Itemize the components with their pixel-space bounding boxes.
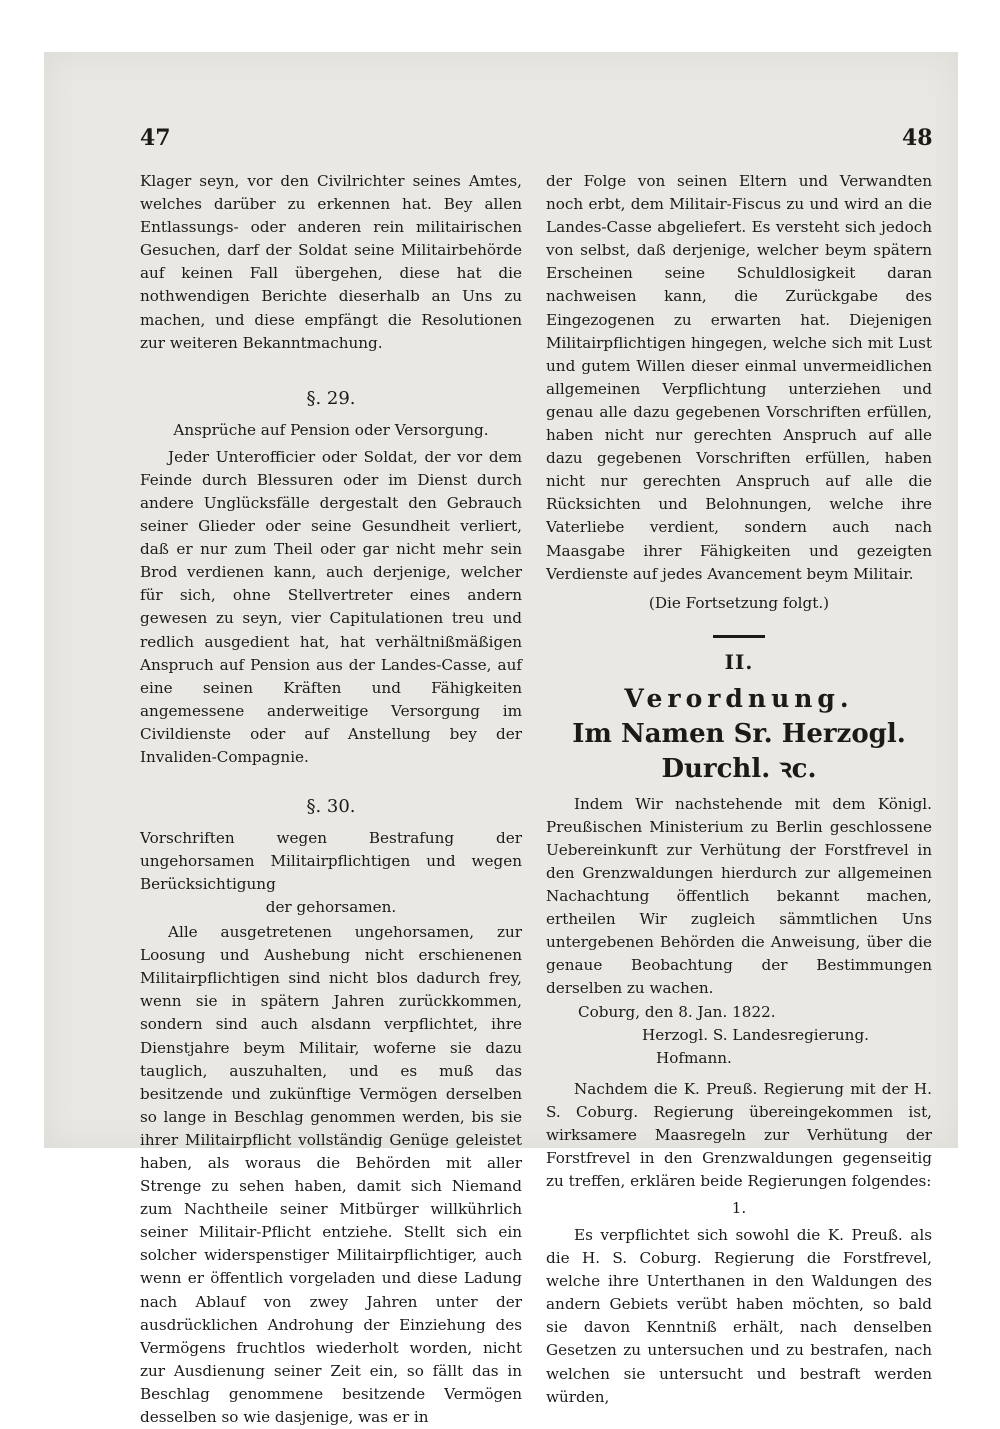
continuation-note: (Die Fortsetzung folgt.)	[648, 593, 830, 612]
page-number-right: 48	[902, 125, 933, 151]
section-29-text: Jeder Unterofficier oder Soldat, der vor dem Feinde durch Blessuren oder im Dienst durch andere Unglücksfälle dergestalt den Gebrauch seiner Glieder oder seine Gesundheit verliert, daß er nur zum Theil oder gar nicht mehr sein Brod verdienen kann, auch derjenige, welcher für sich, ohne Stellvertreter eines andern gewesen zu seyn, vier Capitulationen treu und redlich ausgedient hat, hat verhältnißmäßigen Anspruch auf Pension aus der Landes-Casse, auf eine seinen Kräften und Fähigkeiten angemessene anderweitige Versorgung im Civildienste oder auf Anstellung bey der Invaliden-Compagnie.	[140, 447, 522, 766]
section-30-heading: §. 30.	[306, 796, 356, 818]
agreement-preamble: Nachdem die K. Preuß. Regierung mit der H. S. Coburg. Regierung übereingekommen ist, wirksamere Maasregeln zur Verhütung der Forstfrevel in den Grenzwaldungen gegenseitig zu treffen, erklären beide Regierungen folgendes:	[546, 1079, 932, 1190]
section-30-title: Vorschriften wegen Bestrafung der ungehorsamen Militairpflichtigen und wegen Berücksichtigung	[140, 829, 522, 894]
ordinance-title: Verordnung.	[624, 683, 854, 713]
issuing-authority: Herzogl. S. Landesregierung.	[642, 1025, 870, 1044]
article-1-text: Es verpflichtet sich sowohl die K. Preuß. als die H. S. Coburg. Regierung die Forstfrevel, welche ihre Unterthanen in den Waldungen des andern Gebiets verübt haben möchten, so bald sie davon Kenntniß erhält, nach denselben Gesetzen zu untersuchen und zu bestrafen, nach welchen sie untersucht und bestraft werden würden,	[546, 1226, 932, 1406]
left-paragraph-1: Klager seyn, vor den Civilrichter seines Amtes, welches darüber zu erkennen hat. Bey allen Entlassungs- oder anderen rein militairischen Gesuchen, darf der Soldat seine Militairbehörde auf keinen Fall übergehen, diese hat die nothwendigen Berichte dieserhalb an Uns zu machen, und diese empfängt die Resolutionen zur weiteren Bekanntmachung.	[140, 172, 522, 352]
section-29-title: Ansprüche auf Pension oder Versorgung.	[173, 420, 489, 439]
ordinance-number: II.	[724, 649, 754, 674]
left-column	[140, 170, 522, 1429]
place-date: Coburg, den 8. Jan. 1822.	[578, 1002, 776, 1021]
article-number: 1.	[731, 1199, 747, 1217]
right-paragraph-1: der Folge von seinen Eltern und Verwandten noch erbt, dem Militair-Fiscus zu und wird an die Landes-Casse abgeliefert. Es versteht sich jedoch von selbst, daß derjenige, welcher beym spätern Erscheinen seine Schuldlosigkeit daran nachweisen kann, die Zurückgabe des Eingezogenen zu erwarten hat. Diejenigen Militairpflichtigen hingegen, welche sich mit Lust und gutem Willen dieser einmal unvermeidlichen allgemeinen Verpflichtung unterziehen und genau alle dazu gegebenen Vorschriften erfüllen, haben nicht nur gerechten Anspruch auf alle dazu gegebenen Vorschriften erfüllen, haben nicht nur gerechten Anspruch auf alle die Rücksichten und Belohnungen, welche ihre Vaterliebe verdient, sondern auch nach Maasgabe ihrer Fähigkeiten und gezeigten Verdienste auf jedes Avancement beym Militair.	[546, 172, 932, 583]
right-column	[546, 170, 932, 1409]
section-30-title-end: der gehorsamen.	[265, 898, 397, 917]
ordinance-intro: Indem Wir nachstehende mit dem Königl. Preußischen Ministerium zu Berlin geschlossene Uebereinkunft zur Verhütung der Forstfrevel in den Grenzwaldungen hierdurch zur allgemeinen Nachachtung öffentlich bekannt machen, ertheilen Wir zugleich sämmtlichen Uns untergebenen Behörden die Anweisung, über die genaue Beobachtung der Bestimmungen derselben zu wachen.	[546, 794, 932, 998]
section-30-text: Alle ausgetretenen ungehorsamen, zur Loosung und Aushebung nicht erschienenen Militairpflichtigen sind nicht blos dadurch frey, wenn sie in spätern Jahren zurückkommen, sondern sind auch alsdann verpflichtet, ihre Dienstjahre beym Militair, woferne sie dazu tauglich, auszuhalten, und es muß das besitzende und zukünftige Vermögen derselben so lange in Beschlag genommen werden, bis sie ihrer Militairpflicht vollständig Genüge geleistet haben, als woraus die Behörden mit aller Strenge zu sehen haben, damit sich Niemand zum Nachtheile seiner Mitbürger willkührlich seiner Militair-Pflicht entziehe. Stellt sich ein solcher widerspenstiger Militairpflichtiger, auch wenn er öffentlich vorgeladen und diese Ladung nach Ablauf von zwey Jahren unter der ausdrücklichen Androhung der Einziehung des Vermögens fruchtlos wiederholt worden, nicht zur Ausdienung seiner Zeit ein, so fällt das in Beschlag genommene besitzende Vermögen desselben so wie dasjenige, was er in	[140, 923, 522, 1427]
page-number-left: 47	[140, 125, 171, 151]
ordinance-subtitle: Im Namen Sr. Herzogl. Durchl. ꝛc.	[572, 718, 906, 784]
section-29-heading: §. 29.	[306, 387, 356, 409]
signer-name: Hofmann.	[656, 1048, 732, 1067]
